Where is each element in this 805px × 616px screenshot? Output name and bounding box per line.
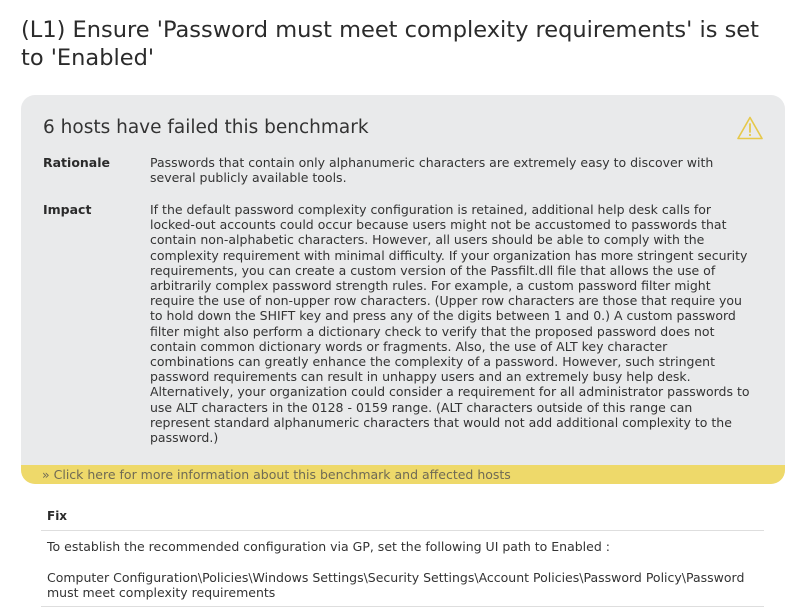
warning-icon — [737, 116, 763, 140]
failed-hosts-heading: 6 hosts have failed this benchmark — [43, 117, 369, 138]
fix-instruction: To establish the recommended configuration via GP, set the following UI path to Enabled : — [47, 539, 610, 554]
benchmark-card — [21, 95, 785, 484]
more-info-link[interactable] — [21, 465, 785, 484]
fix-policy-path: Computer Configuration\Policies\Windows Settings\Security Settings\Account Policies\Password Policy\Password must meet complexity requirements — [47, 570, 745, 601]
rationale-label: Rationale — [43, 155, 111, 170]
more-info-link-label: » Click here for more information about this benchmark and affected hosts — [42, 467, 511, 482]
impact-text: If the default password complexity configuration is retained, additional help desk calls for locked-out accounts could occur because users might not be accustomed to passwords that contain non-alphabetic characters. However, all users should be able to comply with the complexity requirement with minimal difficulty. If your organization has more stringent security requirements, you can create a custom version of the Passfilt.dll file that allows the use of arbitrarily complex password strength rules. For example, a custom password filter might require the use of non-upper row characters. (Upper row characters are those that require you to hold down the SHIFT key and press any of the digits between 1 and 0.) A custom password filter might also perform a dictionary check to verify that the proposed password does not contain common dictionary words or fragments. Also, the use of ALT key character combinations can greatly enhance the complexity of a password. However, such stringent password requirements can result in unhappy users and an extremely busy help desk. Alternatively, your organization could consider a requirement for all administrator passwords to use ALT characters in the 0128 - 0159 range. (ALT characters outside of this range can represent standard alphanumeric characters that would not add additional complexity to the password.) — [150, 202, 750, 446]
rationale-text: Passwords that contain only alphanumeric characters are extremely easy to discover with several publicly available tools. — [150, 155, 714, 186]
fix-heading: Fix — [47, 509, 68, 523]
fix-divider-top — [41, 530, 764, 531]
page-title: (L1) Ensure 'Password must meet complexity requirements' is set to 'Enabled' — [21, 17, 759, 71]
fix-divider-bottom — [41, 606, 764, 607]
impact-label: Impact — [43, 202, 92, 217]
